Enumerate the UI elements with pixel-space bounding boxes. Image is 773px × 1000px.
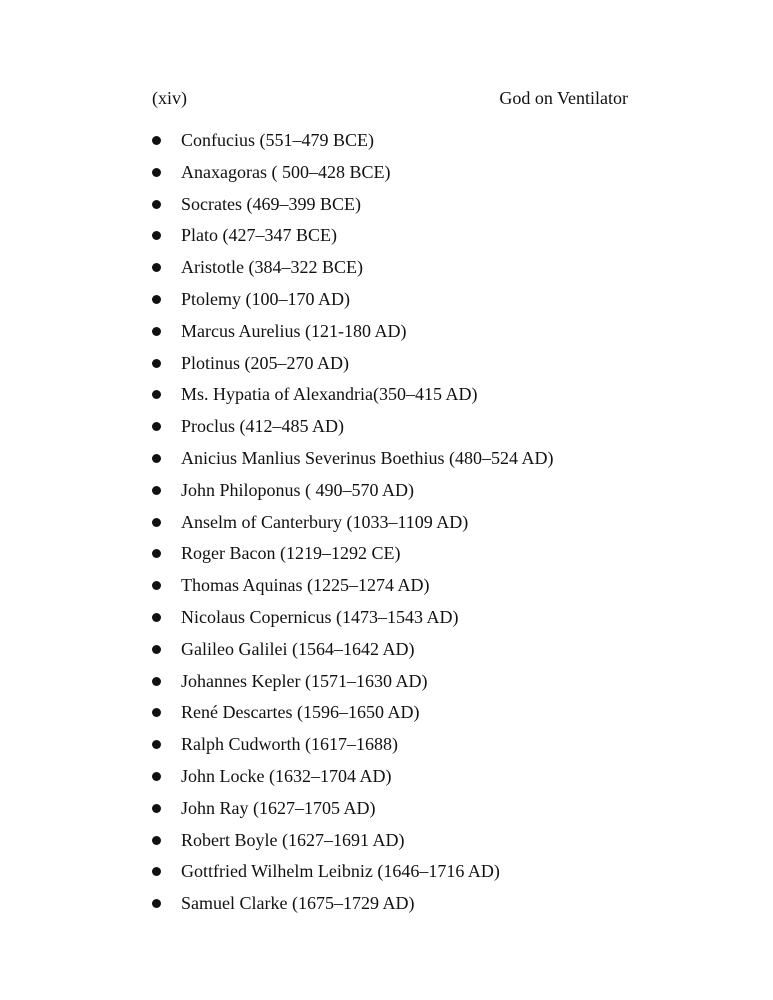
bullet-icon xyxy=(152,772,161,781)
bullet-icon xyxy=(152,327,161,336)
list-item xyxy=(152,316,553,348)
list-item xyxy=(152,252,553,284)
list-item xyxy=(152,856,553,888)
list-item-text: Gottfried Wilhelm Leibniz (1646–1716 AD) xyxy=(181,861,500,882)
list-item xyxy=(152,666,553,698)
list-item xyxy=(152,729,553,761)
list-item-text: Marcus Aurelius (121-180 AD) xyxy=(181,320,407,341)
list-item-text: Nicolaus Copernicus (1473–1543 AD) xyxy=(181,606,459,627)
bullet-icon xyxy=(152,168,161,177)
list-item-text: Samuel Clarke (1675–1729 AD) xyxy=(181,893,415,914)
list-item-text: Johannes Kepler (1571–1630 AD) xyxy=(181,670,428,691)
list-item-text: John Ray (1627–1705 AD) xyxy=(181,797,376,818)
list-item-text: Proclus (412–485 AD) xyxy=(181,416,344,437)
list-item xyxy=(152,157,553,189)
page-header xyxy=(152,86,628,110)
list-item-text: Galileo Galilei (1564–1642 AD) xyxy=(181,638,415,659)
bullet-icon xyxy=(152,645,161,654)
bullet-icon xyxy=(152,804,161,813)
list-item xyxy=(152,793,553,825)
list-item-text: Anselm of Canterbury (1033–1109 AD) xyxy=(181,511,469,532)
list-item xyxy=(152,411,553,443)
list-item-text: Anicius Manlius Severinus Boethius (480–524 AD) xyxy=(181,447,554,468)
list-item xyxy=(152,825,553,857)
bullet-icon xyxy=(152,867,161,876)
list-item-text: Robert Boyle (1627–1691 AD) xyxy=(181,829,405,850)
list-item xyxy=(152,507,553,539)
bullet-icon xyxy=(152,454,161,463)
list-item xyxy=(152,538,553,570)
bullet-icon xyxy=(152,708,161,717)
list-item xyxy=(152,475,553,507)
list-item-text: John Locke (1632–1704 AD) xyxy=(181,765,392,786)
list-item xyxy=(152,697,553,729)
list-item-text: Thomas Aquinas (1225–1274 AD) xyxy=(181,575,430,596)
list-item-text: Ralph Cudworth (1617–1688) xyxy=(181,734,398,755)
bullet-icon xyxy=(152,359,161,368)
list-item-text: John Philoponus ( 490–570 AD) xyxy=(181,479,415,500)
list-item xyxy=(152,379,553,411)
page-number: (xiv) xyxy=(152,88,187,108)
bullet-icon xyxy=(152,677,161,686)
list-item-text: Plato (427–347 BCE) xyxy=(181,225,337,246)
list-item-text: Aristotle (384–322 BCE) xyxy=(181,257,363,278)
list-item-text: Ms. Hypatia of Alexandria(350–415 AD) xyxy=(181,384,478,405)
list-item xyxy=(152,634,553,666)
bullet-icon xyxy=(152,422,161,431)
list-item xyxy=(152,443,553,475)
bullet-icon xyxy=(152,486,161,495)
list-item-text: Confucius (551–479 BCE) xyxy=(181,130,374,150)
list-item xyxy=(152,220,553,252)
bullet-icon xyxy=(152,200,161,209)
bullet-icon xyxy=(152,836,161,845)
running-title: God on Ventilator xyxy=(499,88,628,108)
list-item xyxy=(152,570,553,602)
list-item-text: Plotinus (205–270 AD) xyxy=(181,352,350,373)
list-item xyxy=(152,125,553,157)
list-item xyxy=(152,761,553,793)
bullet-icon xyxy=(152,390,161,399)
philosopher-list xyxy=(152,125,553,920)
list-item xyxy=(152,602,553,634)
list-item xyxy=(152,284,553,316)
bullet-icon xyxy=(152,518,161,527)
list-item-text: Socrates (469–399 BCE) xyxy=(181,193,361,214)
bullet-icon xyxy=(152,899,161,908)
bullet-icon xyxy=(152,136,161,145)
bullet-icon xyxy=(152,740,161,749)
bullet-icon xyxy=(152,549,161,558)
list-item-text: Ptolemy (100–170 AD) xyxy=(181,288,350,309)
list-item-text: René Descartes (1596–1650 AD) xyxy=(181,702,420,723)
list-item xyxy=(152,189,553,221)
bullet-icon xyxy=(152,231,161,240)
list-item xyxy=(152,888,553,920)
list-item-text: Roger Bacon (1219–1292 CE) xyxy=(181,543,401,564)
bullet-icon xyxy=(152,295,161,304)
bullet-icon xyxy=(152,581,161,590)
list-item-text: Anaxagoras ( 500–428 BCE) xyxy=(181,161,391,182)
list-item xyxy=(152,348,553,380)
bullet-icon xyxy=(152,613,161,622)
bullet-icon xyxy=(152,263,161,272)
